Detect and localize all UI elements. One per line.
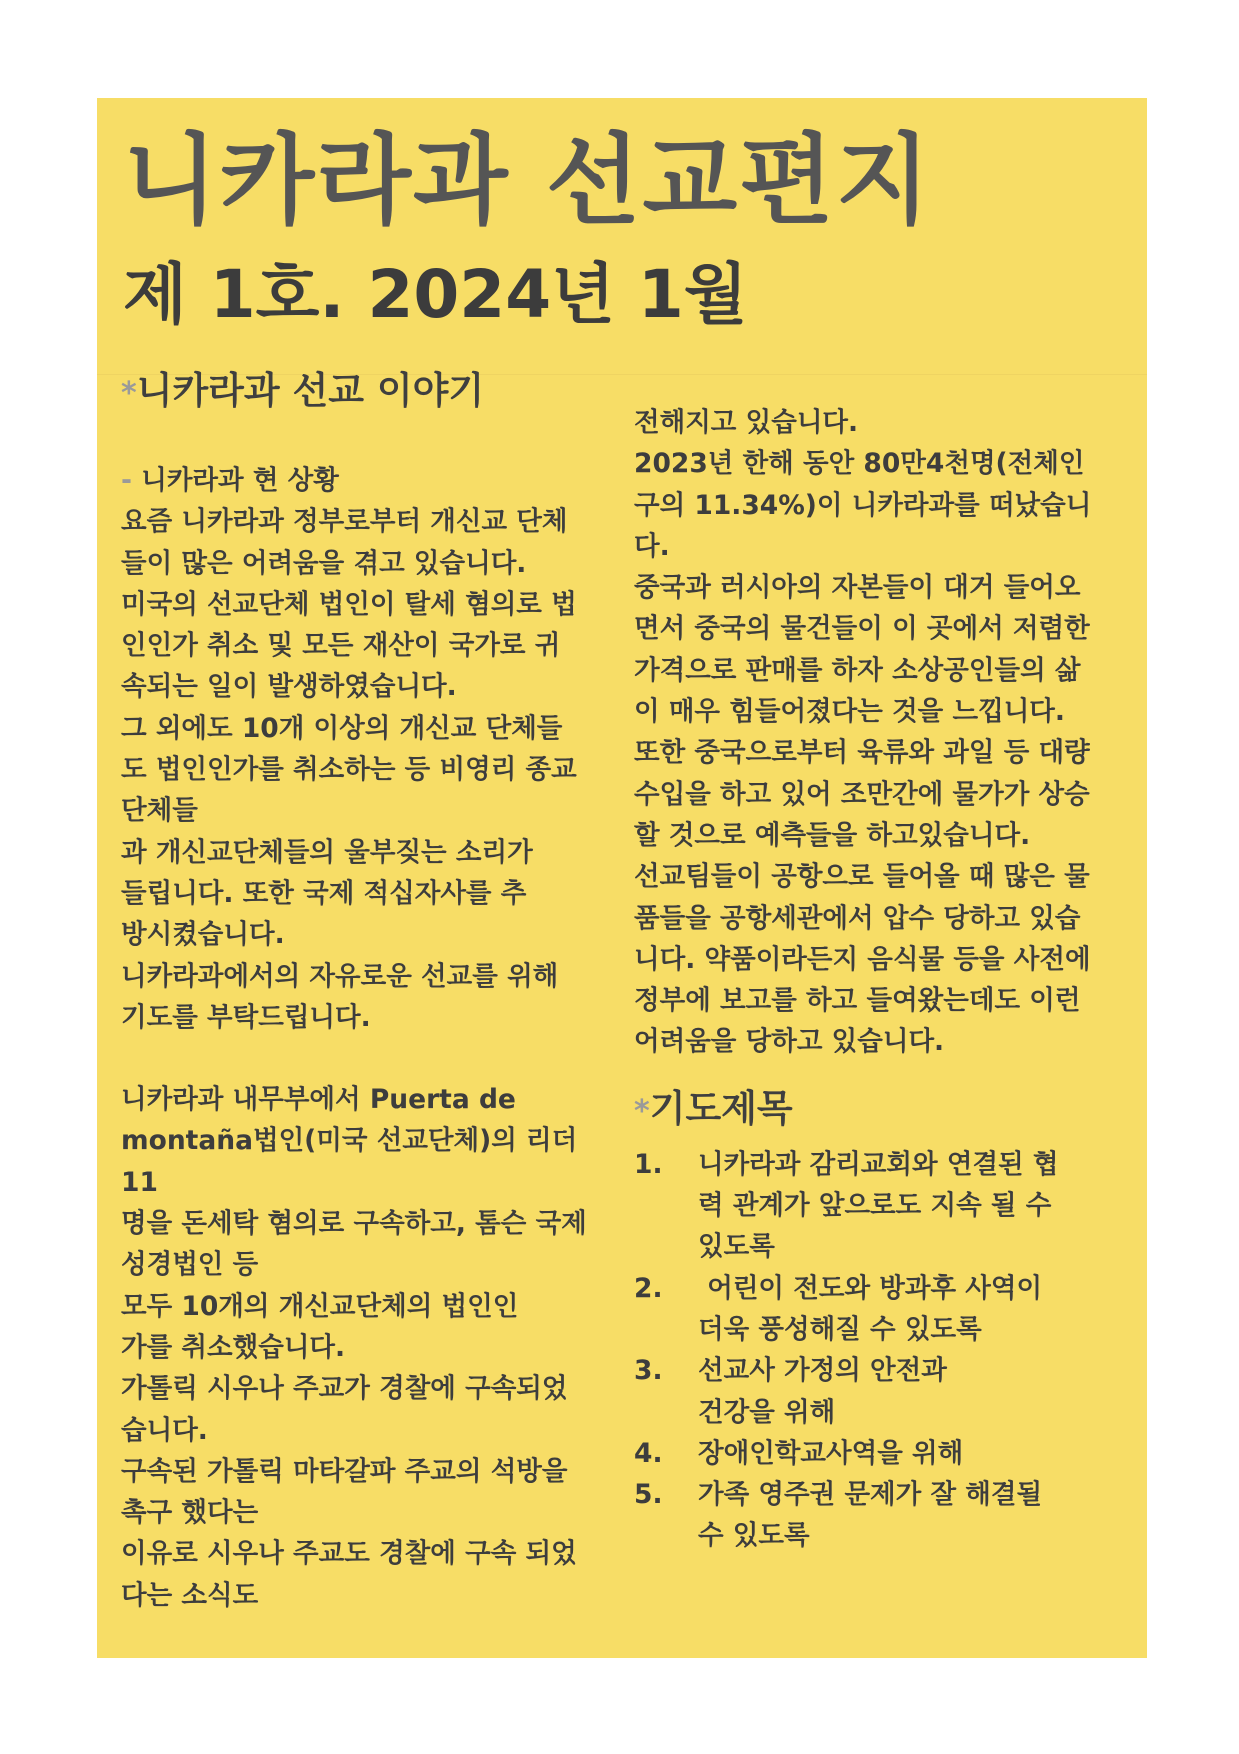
right-column (634, 402, 1104, 1557)
text-line: 면서 중국의 물건들이 이 곳에서 저렴한 (634, 613, 1090, 645)
prayer-item-text (698, 1268, 1104, 1351)
text-line: 이 매우 힘들어졌다는 것을 느낍니다. (634, 696, 1065, 728)
issue-date: 제 1호. 2024년 1월 (123, 256, 748, 333)
text-line: 2023년 한해 동안 80만4천명(전체인 (634, 448, 1085, 480)
prayer-item-number: 2. (634, 1272, 663, 1304)
prayer-item-number: 4. (634, 1437, 663, 1469)
prayer-item (634, 1268, 1104, 1351)
text-line: 가격으로 판매를 하자 소상공인들의 삶 (634, 654, 1081, 686)
prayer-item-line: 더욱 풍성해질 수 있도록 (698, 1313, 982, 1345)
text-line: 구의 11.34%)이 니카라과를 떠났습니 (634, 489, 1092, 521)
text-line: 할 것으로 예측들을 하고있습니다. (634, 819, 1031, 851)
text-line: 방시켰습니다. (121, 919, 285, 951)
prayer-item-line: 장애인학교사역을 위해 (698, 1437, 964, 1469)
text-line: 단체들 (121, 795, 198, 827)
text-line: 습니다. (121, 1414, 208, 1446)
text-line: 다는 소식도 (121, 1579, 259, 1611)
star-bullet: * (634, 1093, 650, 1129)
prayer-item-line: 어린이 전도와 방과후 사역이 (698, 1272, 1043, 1304)
prayer-item-text (698, 1350, 1104, 1433)
prayer-title: 기도제목 (649, 1086, 793, 1130)
text-line: 니카라과에서의 자유로운 선교를 위해 (121, 960, 559, 992)
header-band (97, 98, 1147, 375)
prayer-item (634, 1350, 1104, 1433)
text-line: 이유로 시우나 주교도 경찰에 구속 되었 (121, 1538, 577, 1570)
left-section-header (121, 365, 484, 420)
prayer-item-line: 수 있도록 (698, 1520, 810, 1552)
text-line: 모두 10개의 개신교단체의 법인인 (121, 1290, 519, 1322)
prayer-item-line: 있도록 (698, 1231, 775, 1263)
text-line: 또한 중국으로부터 육류와 과일 등 대량 (634, 737, 1090, 769)
text-line: 들립니다. 또한 국제 적십자사를 추 (121, 877, 527, 909)
text-line: 속되는 일이 발생하였습니다. (121, 671, 457, 703)
text-line: 성경법인 등 (121, 1249, 259, 1281)
text-line: 니카라과 내무부에서 Puerta de (121, 1084, 516, 1116)
left-paragraph-b (121, 1079, 611, 1616)
text-line: 들이 많은 어려움을 겪고 있습니다. (121, 547, 527, 579)
right-paragraph (634, 402, 1104, 1063)
text-line: 가톨릭 시우나 주교가 경찰에 구속되었 (121, 1373, 568, 1405)
prayer-item-text (698, 1144, 1104, 1268)
prayer-item (634, 1474, 1104, 1557)
text-line: 다. (634, 530, 670, 562)
text-line: 전해지고 있습니다. (634, 407, 859, 438)
text-line: 과 개신교단체들의 울부짖는 소리가 (121, 836, 533, 868)
prayer-section-header (634, 1083, 1104, 1138)
prayer-item-line: 력 관계가 앞으로도 지속 될 수 (698, 1190, 1052, 1222)
star-bullet: * (121, 376, 137, 411)
prayer-item (634, 1144, 1104, 1268)
prayer-item-number: 5. (634, 1479, 663, 1511)
text-line: 인인가 취소 및 모든 재산이 국가로 귀 (121, 630, 561, 662)
text-line: 품들을 공항세관에서 압수 당하고 있습 (634, 902, 1081, 934)
text-line: 니다. 약품이라든지 음식물 등을 사전에 (634, 943, 1091, 975)
text-line: montaña법인(미국 선교단체)의 리더 (121, 1125, 578, 1157)
subsection-title (121, 460, 611, 501)
prayer-item-line: 선교사 가정의 안전과 (698, 1355, 947, 1387)
prayer-item-text (698, 1433, 1104, 1474)
prayer-item-line: 가족 영주권 문제가 잘 해결될 (698, 1479, 1043, 1511)
text-line: 수입을 하고 있어 조만간에 물가가 상승 (634, 778, 1090, 810)
text-line: 가를 취소했습니다. (121, 1331, 346, 1363)
text-line: 그 외에도 10개 이상의 개신교 단체들 (121, 712, 563, 744)
prayer-item-number: 3. (634, 1355, 663, 1387)
text-line: 촉구 했다는 (121, 1497, 259, 1529)
text-line: 요즘 니카라과 정부로부터 개신교 단체 (121, 506, 568, 538)
prayer-item (634, 1433, 1104, 1474)
prayer-item-line: 니카라과 감리교회와 연결된 협 (698, 1148, 1059, 1180)
text-line: 명을 돈세탁 혐의로 구속하고, 톰슨 국제 (121, 1208, 587, 1240)
text-line: 어려움을 당하고 있습니다. (634, 1026, 945, 1058)
prayer-item-line: 건강을 위해 (698, 1396, 836, 1428)
section-title-mission-story: 니카라과 선교 이야기 (136, 369, 485, 412)
newsletter-title: 니카라과 선교편지 (123, 124, 933, 238)
text-line: 선교팀들이 공항으로 들어올 때 많은 물 (634, 861, 1090, 893)
dash-bullet: - (121, 465, 132, 496)
left-paragraph-a (121, 501, 611, 1038)
text-line: 정부에 보고를 하고 들여왔는데도 이런 (634, 985, 1081, 1017)
text-line: 구속된 가톨릭 마타갈파 주교의 석방을 (121, 1455, 568, 1487)
prayer-item-number: 1. (634, 1148, 663, 1180)
subsection-title-text: 니카라과 현 상황 (141, 465, 339, 496)
left-column (121, 460, 611, 1616)
prayer-list (634, 1144, 1104, 1557)
text-line: 기도를 부탁드립니다. (121, 1001, 371, 1033)
text-line: 11 (121, 1166, 158, 1198)
text-line: 도 법인인가를 취소하는 등 비영리 종교 (121, 754, 577, 786)
text-line: 미국의 선교단체 법인이 탈세 혐의로 법 (121, 588, 577, 620)
text-line: 중국과 러시아의 자본들이 대거 들어오 (634, 572, 1081, 604)
prayer-item-text (698, 1474, 1104, 1557)
